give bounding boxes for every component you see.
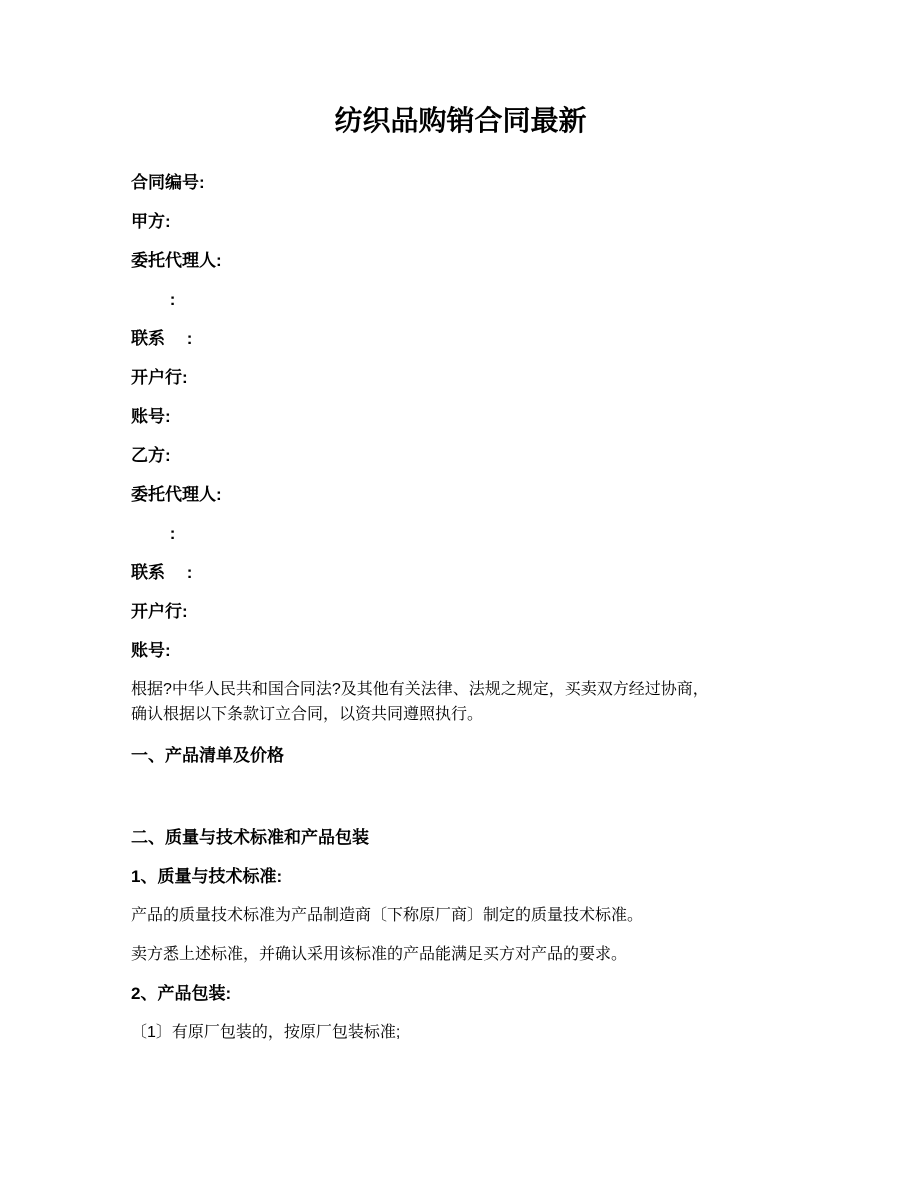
preamble-line-2: 确认根据以下条款订立合同，以资共同遵照执行。 bbox=[131, 706, 484, 723]
field-label-blank-colon-party-b: : bbox=[131, 524, 176, 543]
section-2-sub-2-item-1: 〔1〕有原厂包装的，按原厂包装标准; bbox=[131, 1024, 401, 1041]
field-label-contract-number: 合同编号: bbox=[131, 173, 205, 192]
field-label-party-a: 甲方: bbox=[131, 212, 171, 231]
preamble-line-1: 根据?中华人民共和国合同法?及其他有关法律、法规之规定，买卖双方经过协商， bbox=[131, 681, 709, 698]
section-2-sub-1-paragraph-2: 卖方悉上述标准，并确认采用该标准的产品能满足买方对产品的要求。 bbox=[131, 946, 628, 963]
section-2-sub-1-paragraph-1: 产品的质量技术标准为产品制造商〔下称原厂商〕制定的质量技术标准。 bbox=[131, 907, 644, 924]
section-2-sub-1-heading: 1、质量与技术标准: bbox=[131, 867, 283, 886]
section-1-heading: 一、产品清单及价格 bbox=[131, 746, 284, 765]
field-label-bank-party-a: 开户行: bbox=[131, 368, 188, 387]
product-table-blank-area bbox=[131, 782, 790, 825]
field-label-agent-party-a: 委托代理人: bbox=[131, 251, 222, 270]
field-label-bank-party-b: 开户行: bbox=[131, 602, 188, 621]
field-label-contact-party-a: 联系 : bbox=[131, 329, 193, 348]
field-label-blank-colon-party-a: : bbox=[131, 290, 176, 309]
field-label-account-party-b: 账号: bbox=[131, 641, 171, 660]
field-label-party-b: 乙方: bbox=[131, 446, 171, 465]
document-title: 纺织品购销合同最新 bbox=[334, 105, 587, 136]
field-label-account-party-a: 账号: bbox=[131, 407, 171, 426]
section-2-sub-2-heading: 2、产品包装: bbox=[131, 984, 232, 1003]
field-label-contact-party-b: 联系 : bbox=[131, 563, 193, 582]
section-2-heading: 二、质量与技术标准和产品包装 bbox=[131, 828, 369, 847]
preamble-paragraph bbox=[131, 677, 790, 727]
field-label-agent-party-b: 委托代理人: bbox=[131, 485, 222, 504]
